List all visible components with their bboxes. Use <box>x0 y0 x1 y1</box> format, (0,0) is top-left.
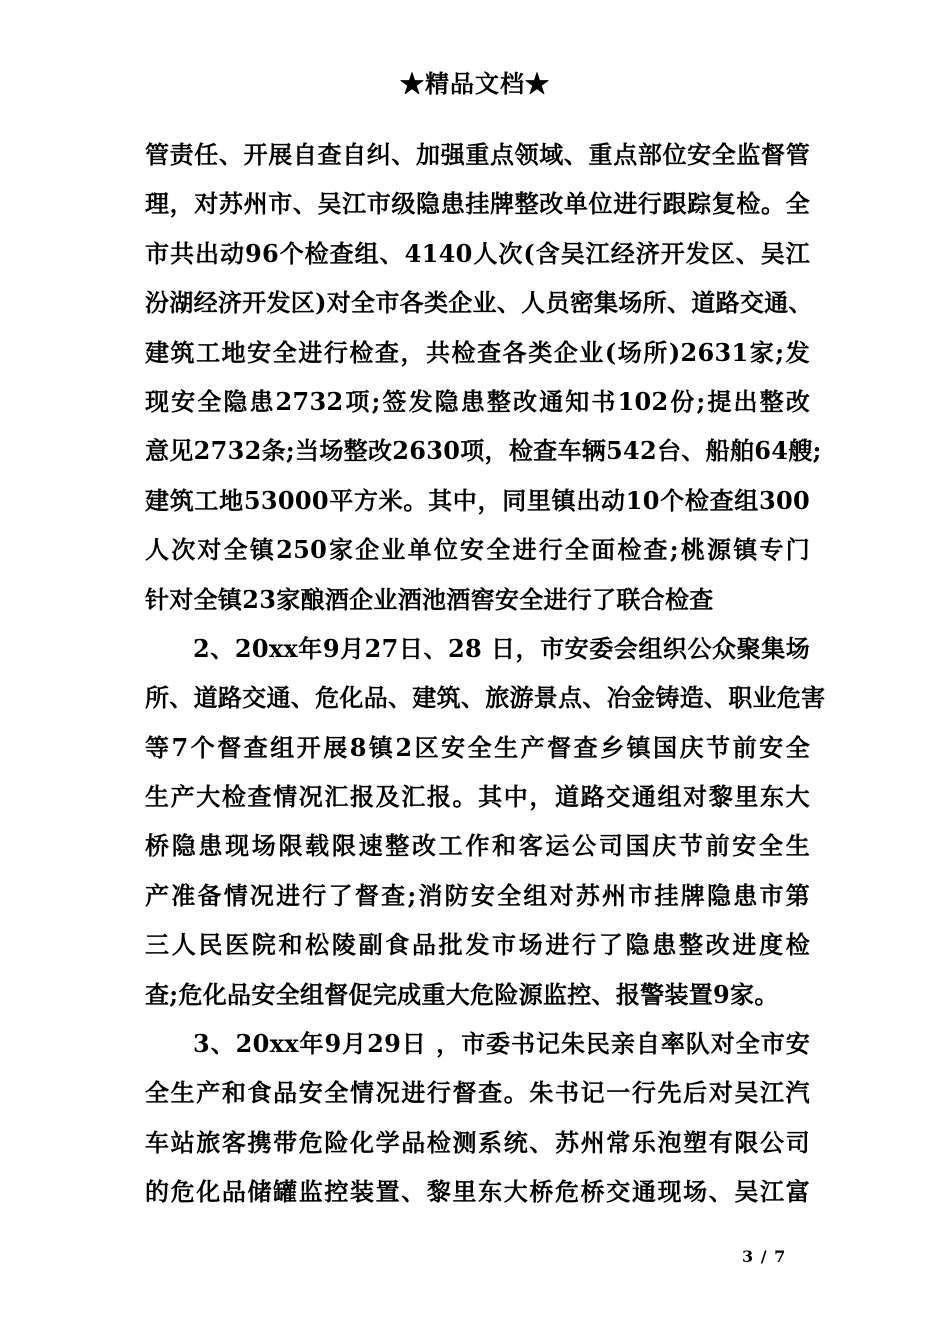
page-number: 3 / 7 <box>742 1247 787 1266</box>
text-line: 三人民医院和松陵副食品批发市场进行了隐患整改进度检 <box>145 930 810 960</box>
paragraph-start-line: 2、20xx年9月27日、28 日，市安委会组织公众聚集场 <box>193 633 810 663</box>
text-line: 车站旅客携带危险化学品检测系统、苏州常乐泡塑有限公司 <box>145 1127 810 1157</box>
text-line: 查;危化品安全组督促完成重大危险源监控、报警装置9家。 <box>145 979 779 1009</box>
text-line: 理，对苏州市、吴江市级隐患挂牌整改单位进行跟踪复检。全 <box>145 189 810 219</box>
text-line: 人次对全镇250家企业单位安全进行全面检查;桃源镇专门 <box>145 535 810 565</box>
text-line: 市共出动96个检查组、4140人次(含吴江经济开发区、吴江 <box>145 238 810 268</box>
text-line: 管责任、开展自查自纠、加强重点领域、重点部位安全监督管 <box>145 140 810 169</box>
text-line: 生产大检查情况汇报及汇报。其中，道路交通组对黎里东大 <box>145 782 810 812</box>
text-line: 全生产和食品安全情况进行督查。朱书记一行先后对吴江汽 <box>145 1078 810 1108</box>
text-line: 桥隐患现场限载限速整改工作和客运公司国庆节前安全生 <box>145 831 810 861</box>
paragraph-start-line: 3、20xx年9月29日 ，市委书记朱民亲自率队对全市安 <box>193 1029 810 1059</box>
text-line: 汾湖经济开发区)对全市各类企业、人员密集场所、道路交通、 <box>145 288 813 318</box>
text-line: 现安全隐患2732项;签发隐患整改通知书102份;提出整改 <box>145 386 810 416</box>
text-line: 意见2732条;当场整改2630项，检查车辆542台、船舶64艘; <box>145 436 822 466</box>
text-line: 建筑工地53000平方米。其中，同里镇出动10个检查组300 <box>145 485 810 515</box>
text-line: 针对全镇23家酿酒企业酒池酒窖安全进行了联合检查 <box>145 584 714 614</box>
text-line: 产准备情况进行了督查;消防安全组对苏州市挂牌隐患市第 <box>145 880 810 910</box>
text-line: 所、道路交通、危化品、建筑、旅游景点、冶金铸造、职业危害 <box>145 683 826 713</box>
document-body <box>145 130 826 1217</box>
text-line: 的危化品储罐监控装置、黎里东大桥危桥交通现场、吴江富 <box>145 1177 810 1207</box>
page-header-title: ★精品文档★ <box>400 69 550 98</box>
text-line: 等7个督查组开展8镇2区安全生产督查乡镇国庆节前安全 <box>145 732 810 762</box>
text-line: 建筑工地安全进行检查，共检查各类企业(场所)2631家;发 <box>145 337 810 367</box>
